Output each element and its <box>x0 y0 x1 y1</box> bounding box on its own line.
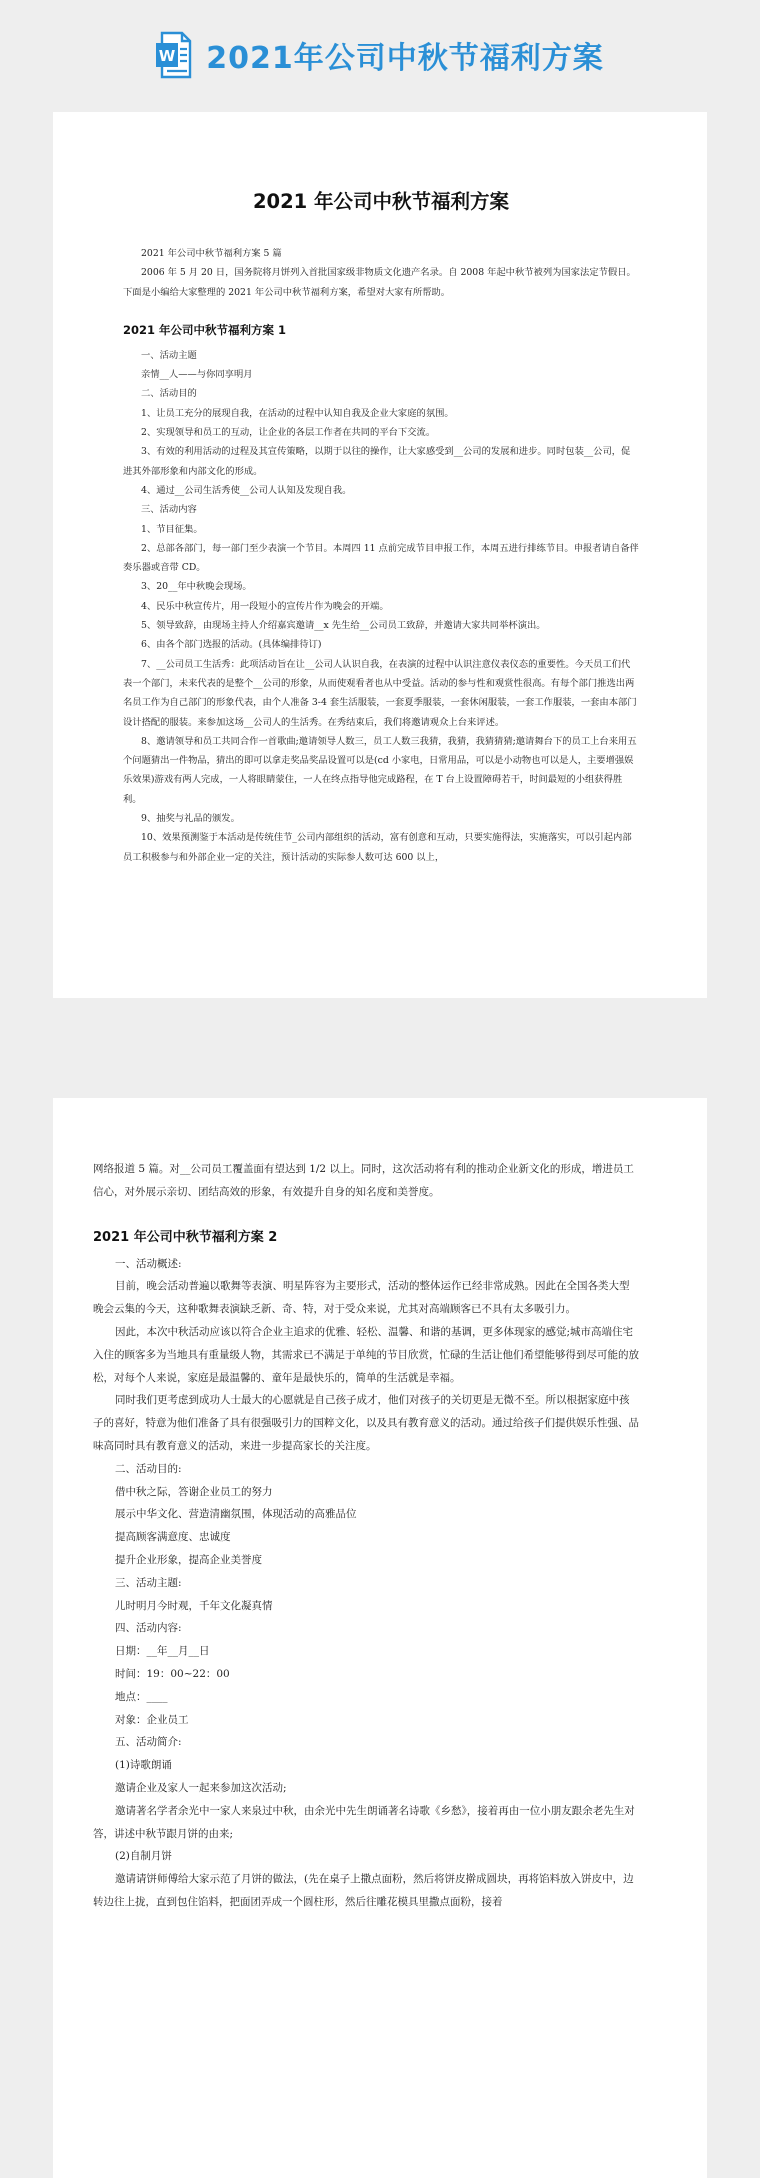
body-paragraph: 儿时明月今时观，千年文化凝真情 <box>115 1599 273 1612</box>
body-paragraph: 邀请著名学者余光中一家人来泉过中秋，由余光中先生朗诵著名诗歌《乡愁》，接着再由一位小朋友跟余老先生对答，讲述中秋节跟月饼的由来; <box>93 1804 635 1840</box>
body-paragraph: 三、活动主题: <box>115 1576 182 1589</box>
body-paragraph: 4、民乐中秋宣传片，用一段短小的宣传片作为晚会的开端。 <box>141 600 389 612</box>
body-paragraph: 二、活动目的 <box>141 388 197 400</box>
body-paragraph: 邀请请饼师傅给大家示范了月饼的做法，(先在桌子上撒点面粉，然后将饼皮擀成圆块，再将馅料放入饼皮中，边转边往上拢，直到包住馅料，把面团弄成一个圆柱形，然后往雕花模具里撒点面粉，接着 <box>93 1873 634 1908</box>
body-paragraph: 日期：__年__月__日 <box>115 1645 210 1658</box>
word-logo-letter: W <box>158 47 176 65</box>
body-paragraph: 二、活动目的: <box>115 1462 182 1475</box>
body-paragraph: 因此，本次中秋活动应该以符合企业主追求的优雅、轻松、温馨、和谐的基调，更多体现家的感觉;城市高端住宅入住的顾客多为当地具有重量级人物，其需求已不满足于单纯的节目欣赏，忙碌的生活让他们希望能够得到尽可能的放松，对每个人来说，家庭是最温馨的、童年是最快乐的，简单的生活就是幸福。 <box>93 1325 639 1384</box>
body-paragraph: 7、__公司员工生活秀：此项活动旨在让__公司人认识自我，在表演的过程中认识注意仪表仪态的重要性。今天员工们代表一个部门，未来代表的是整个__公司的形象，从而使观看者也从中受益。活动的参与性和观赏性很高。有每个部门推选出两名员工作为自己部门的形象代表，由个人准备 3-4 套生活服装，一套夏季服装，一套休闲服装，一套工作服装，一套由本部门设计搭配的服装。来参加这场__公司人的生活秀。在秀结束后，我们将邀请观众上台来评述。 <box>123 658 637 728</box>
body-paragraph: 2、实现领导和员工的互动，让企业的各层工作者在共同的平台下交流。 <box>141 427 436 439</box>
section-heading: 2021 年公司中秋节福利方案 1 <box>123 322 287 337</box>
section-heading: 2021 年公司中秋节福利方案 2 <box>93 1229 278 1245</box>
document-page-1 <box>53 112 707 998</box>
body-paragraph: 一、活动主题 <box>141 349 197 361</box>
body-paragraph: 展示中华文化、营造清幽氛围，体现活动的高雅品位 <box>115 1508 357 1521</box>
word-document-icon <box>156 31 192 79</box>
body-paragraph: 同时我们更考虑到成功人士最大的心愿就是自己孩子成才，他们对孩子的关切更是无微不至。所以根据家庭中孩子的喜好，特意为他们准备了具有很强吸引力的国粹文化，以及具有教育意义的活动。通过给孩子们提供娱乐性强、品味高同时具有教育意义的活动，来进一步提高家长的关注度。 <box>93 1394 639 1452</box>
body-paragraph: 三、活动内容 <box>141 504 197 516</box>
body-paragraph: 借中秋之际，答谢企业员工的努力 <box>115 1485 273 1498</box>
section-body <box>93 1253 639 1914</box>
body-paragraph: 9、抽奖与礼品的颁发。 <box>141 813 240 825</box>
body-paragraph: 6、由各个部门选报的活动。(具体编排待订) <box>141 639 322 651</box>
continuation-paragraph: 网络报道 5 篇。对__公司员工覆盖面有望达到 1/2 以上。同时，这次活动将有利的推动企业新文化的形成，增进员工信心，对外展示亲切、团结高效的形象，有效提升自身的知名度和美誉度。 <box>93 1163 634 1198</box>
body-paragraph: 1、节目征集。 <box>141 523 203 535</box>
body-paragraph: 地点：____ <box>115 1690 168 1703</box>
body-paragraph: 对象：企业员工 <box>115 1713 189 1726</box>
intro-line: 2021 年公司中秋节福利方案 5 篇 <box>141 248 282 259</box>
body-paragraph: 提高顾客满意度、忠诚度 <box>115 1531 231 1544</box>
intro-paragraph: 2006 年 5 月 20 日，国务院将月饼列入首批国家级非物质文化遗产名录。自 2008 年起中秋节被列为国家法定节假日。下面是小编给大家整理的 2021 年公司中秋节福利方案，希望对大家有所帮助。 <box>123 267 636 298</box>
body-paragraph: 四、活动内容: <box>115 1622 182 1635</box>
body-paragraph: 5、领导致辞，由现场主持人介绍嘉宾邀请__x 先生给__公司员工致辞，并邀请大家共同举杯演出。 <box>141 620 546 632</box>
body-paragraph: 邀请企业及家人一起来参加这次活动; <box>115 1781 287 1794</box>
document-header <box>0 0 760 110</box>
body-paragraph: 1、让员工充分的展现自我，在活动的过程中认知自我及企业大家庭的氛围。 <box>141 407 454 419</box>
body-paragraph: 3、20__年中秋晚会现场。 <box>141 581 252 593</box>
body-paragraph: 时间：19：00~22：00 <box>115 1667 230 1680</box>
body-paragraph: 3、有效的利用活动的过程及其宣传策略，以期于以往的操作，让大家感受到__公司的发展和进步。同时包装__公司，促进其外部形象和内部文化的形成。 <box>123 446 631 477</box>
body-paragraph: 8、邀请领导和员工共同合作一首歌曲;邀请领导人数三，员工人数三我猜，我猜，我猜猜猜;邀请舞台下的员工上台来用五个问题猜出一件物品，猜出的即可以拿走奖品奖品设置可以是(cd 小家电，日常用品，可以是小动物也可以是人，主要增强娱乐效果)游戏有两人完成，一人将眼睛蒙住，一人在终点指导他完成路程，在 T 台上设置障碍若干，时间最短的小组获得胜利。 <box>123 735 637 805</box>
body-paragraph: 2、总部各部门，每一部门至少表演一个节目。本周四 11 点前完成节目申报工作，本周五进行排练节目。申报者请自备伴奏乐器或音带 CD。 <box>123 542 639 574</box>
header-title: 2021年公司中秋节福利方案 <box>206 41 604 76</box>
document-page-2 <box>53 1098 707 2178</box>
body-paragraph: 一、活动概述: <box>115 1257 182 1270</box>
section-body <box>123 346 639 867</box>
body-paragraph: 10、效果预测鉴于本活动是传统佳节_公司内部组织的活动，富有创意和互动，只要实施得法，实施落实，可以引起内部员工积极参与和外部企业一定的关注，预计活动的实际参人数可达 600 以上， <box>123 832 632 863</box>
body-paragraph: 4、通过__公司生活秀使__公司人认知及发现自我。 <box>141 484 352 496</box>
body-paragraph: 亲情__人——与你同享明月 <box>141 369 253 381</box>
body-paragraph: (1)诗歌朗诵 <box>115 1759 172 1772</box>
body-paragraph: 提升企业形象，提高企业美誉度 <box>115 1553 262 1566</box>
body-paragraph: 目前，晚会活动普遍以歌舞等表演、明星阵容为主要形式，活动的整体运作已经非常成熟。因此在全国各类大型晚会云集的今天，这种歌舞表演缺乏新、奇、特，对于受众来说，尤其对高端顾客已不具有太多吸引力。 <box>93 1280 630 1316</box>
document-title: 2021 年公司中秋节福利方案 <box>252 190 510 213</box>
body-paragraph: (2)自制月饼 <box>115 1850 172 1863</box>
body-paragraph: 五、活动简介: <box>115 1736 182 1749</box>
